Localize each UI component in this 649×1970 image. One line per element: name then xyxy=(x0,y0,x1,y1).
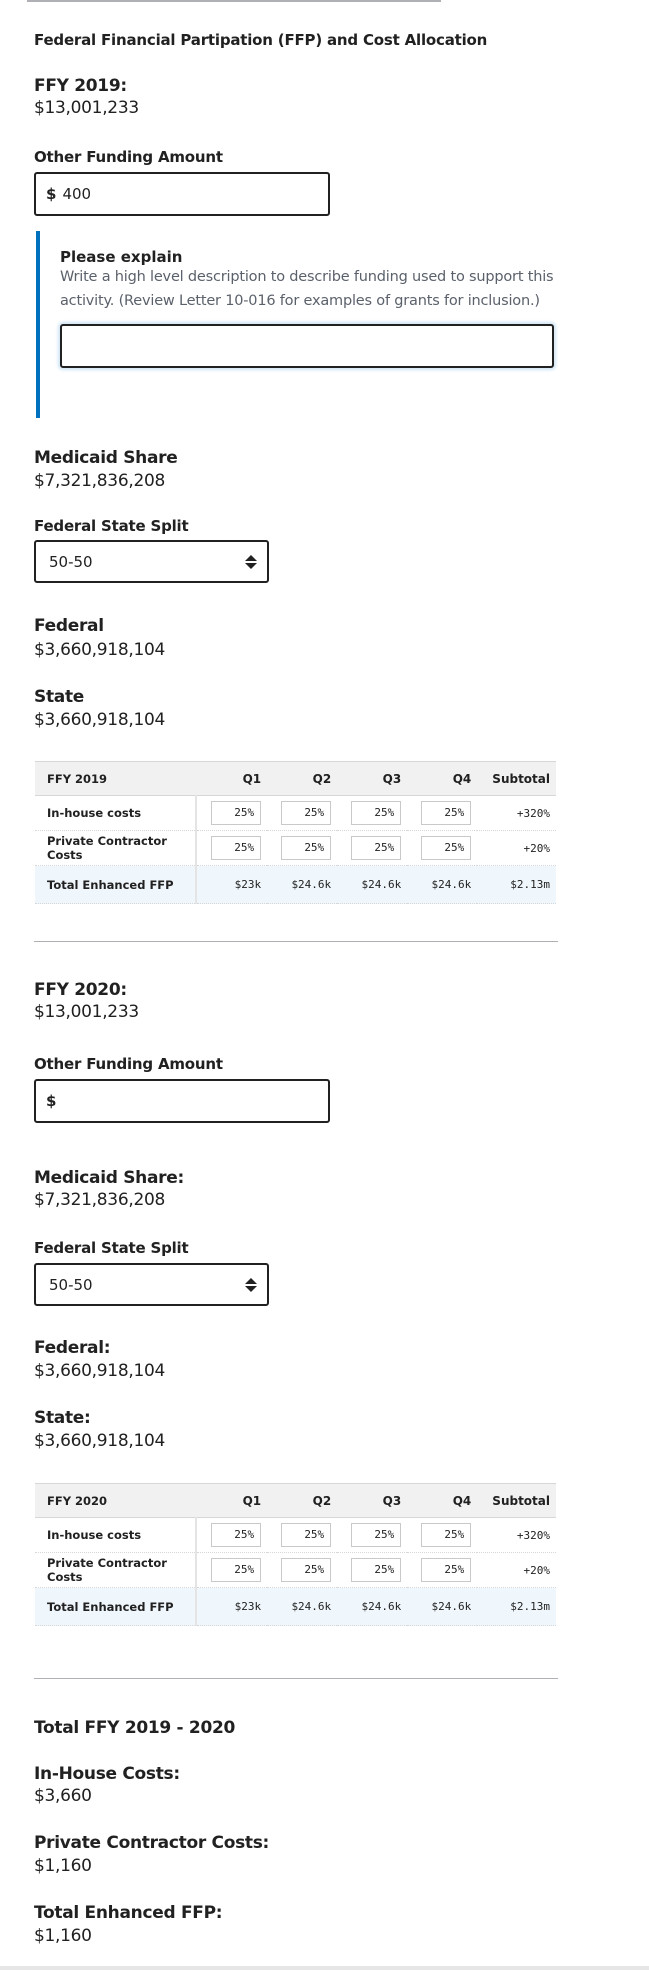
sort-arrows-icon xyxy=(245,1278,257,1292)
total-row xyxy=(35,1588,556,1626)
col-header-year: FFY 2020 xyxy=(35,1484,196,1518)
other-funding-label: Other Funding Amount xyxy=(34,1055,223,1073)
row-subtotal: +320% xyxy=(477,796,556,831)
table-header-row xyxy=(35,762,556,796)
divider xyxy=(34,941,558,942)
total-q2: $24.6k xyxy=(267,1588,337,1626)
ffy-2020-label: FFY 2020: xyxy=(34,980,127,1000)
split-value: 50-50 xyxy=(49,552,93,571)
other-funding-input-2020[interactable] xyxy=(34,1079,330,1123)
row-label: Private Contractor Costs xyxy=(35,1553,196,1588)
explain-label: Please explain xyxy=(60,248,183,266)
pct-input[interactable]: 25% xyxy=(211,1558,261,1582)
pct-input[interactable]: 25% xyxy=(351,801,401,825)
pct-input[interactable]: 25% xyxy=(421,801,471,825)
other-funding-value: 400 xyxy=(62,185,92,203)
col-header-q3: Q3 xyxy=(337,1484,407,1518)
bottom-divider xyxy=(0,1966,649,1970)
total-label: Total Enhanced FFP xyxy=(35,866,196,904)
state-value: $3,660,918,104 xyxy=(34,710,165,730)
total-q4: $24.6k xyxy=(407,1588,477,1626)
split-value: 50-50 xyxy=(49,1275,93,1294)
dollar-sign: $ xyxy=(46,1092,57,1110)
total-q4: $24.6k xyxy=(407,866,477,904)
col-header-q2: Q2 xyxy=(267,1484,337,1518)
table-row xyxy=(35,1518,556,1553)
total-q3: $24.6k xyxy=(337,866,407,904)
pct-input[interactable]: 25% xyxy=(211,836,261,860)
pct-input[interactable]: 25% xyxy=(211,801,261,825)
table-row xyxy=(35,831,556,866)
col-header-q3: Q3 xyxy=(337,762,407,796)
medicaid-share-label: Medicaid Share: xyxy=(34,1168,184,1188)
dollar-sign: $ xyxy=(46,185,57,203)
pct-input[interactable]: 25% xyxy=(211,1523,261,1547)
pct-input[interactable]: 25% xyxy=(421,1523,471,1547)
col-header-subtotal: Subtotal xyxy=(477,762,556,796)
federal-state-split-label: Federal State Split xyxy=(34,517,189,535)
total-subtotal: $2.13m xyxy=(477,866,556,904)
total-q2: $24.6k xyxy=(267,866,337,904)
inhouse-costs-label: In-House Costs: xyxy=(34,1764,180,1784)
row-label: In-house costs xyxy=(35,1518,196,1553)
pct-input[interactable]: 25% xyxy=(351,1558,401,1582)
table-row xyxy=(35,796,556,831)
pct-input[interactable]: 25% xyxy=(421,836,471,860)
medicaid-share-value: $7,321,836,208 xyxy=(34,471,165,491)
medicaid-share-label: Medicaid Share xyxy=(34,448,178,468)
row-subtotal: +20% xyxy=(477,1553,556,1588)
pct-input[interactable]: 25% xyxy=(351,836,401,860)
pct-input[interactable]: 25% xyxy=(421,1558,471,1582)
col-header-year: FFY 2019 xyxy=(35,762,196,796)
federal-value: $3,660,918,104 xyxy=(34,1361,165,1381)
col-header-q1: Q1 xyxy=(196,762,267,796)
federal-label: Federal xyxy=(34,616,104,636)
ffy-2019-value: $13,001,233 xyxy=(34,98,139,118)
table-header-row xyxy=(35,1484,556,1518)
federal-label: Federal: xyxy=(34,1338,111,1358)
medicaid-share-value: $7,321,836,208 xyxy=(34,1190,165,1210)
explain-panel xyxy=(36,231,556,418)
divider xyxy=(34,1678,558,1679)
state-value: $3,660,918,104 xyxy=(34,1431,165,1451)
enhanced-ffp-value: $1,160 xyxy=(34,1926,92,1946)
row-subtotal: +320% xyxy=(477,1518,556,1553)
totals-title: Total FFY 2019 - 2020 xyxy=(34,1718,236,1738)
contractor-costs-value: $1,160 xyxy=(34,1856,92,1876)
contractor-costs-label: Private Contractor Costs: xyxy=(34,1833,270,1853)
ffy-2020-value: $13,001,233 xyxy=(34,1002,139,1022)
col-header-subtotal: Subtotal xyxy=(477,1484,556,1518)
explain-hint: Write a high level description to describe funding used to support this activity. (Review Letter 10-016 for examples of grants for inclusion.) xyxy=(60,269,554,309)
federal-state-split-label: Federal State Split xyxy=(34,1239,189,1257)
ffp-table-2020 xyxy=(35,1483,556,1626)
state-label: State: xyxy=(34,1408,91,1428)
col-header-q2: Q2 xyxy=(267,762,337,796)
state-label: State xyxy=(34,687,84,707)
col-header-q4: Q4 xyxy=(407,762,477,796)
top-divider xyxy=(27,0,441,2)
total-label: Total Enhanced FFP xyxy=(35,1588,196,1626)
col-header-q4: Q4 xyxy=(407,1484,477,1518)
pct-input[interactable]: 25% xyxy=(351,1523,401,1547)
row-subtotal: +20% xyxy=(477,831,556,866)
ffy-2019-label: FFY 2019: xyxy=(34,76,127,96)
pct-input[interactable]: 25% xyxy=(281,1558,331,1582)
inhouse-costs-value: $3,660 xyxy=(34,1786,92,1806)
federal-value: $3,660,918,104 xyxy=(34,640,165,660)
federal-state-split-select-2020[interactable] xyxy=(34,1263,269,1306)
table-row xyxy=(35,1553,556,1588)
ffp-table-2019 xyxy=(35,761,556,904)
other-funding-label: Other Funding Amount xyxy=(34,148,223,166)
row-label: In-house costs xyxy=(35,796,196,831)
pct-input[interactable]: 25% xyxy=(281,1523,331,1547)
total-q1: $23k xyxy=(196,1588,267,1626)
sort-arrows-icon xyxy=(245,555,257,569)
col-header-q1: Q1 xyxy=(196,1484,267,1518)
pct-input[interactable]: 25% xyxy=(281,801,331,825)
federal-state-split-select-2019[interactable] xyxy=(34,540,269,583)
total-q1: $23k xyxy=(196,866,267,904)
explain-input[interactable] xyxy=(60,324,554,368)
section-title: Federal Financial Partipation (FFP) and Cost Allocation xyxy=(34,31,488,49)
row-label: Private Contractor Costs xyxy=(35,831,196,866)
pct-input[interactable]: 25% xyxy=(281,836,331,860)
enhanced-ffp-label: Total Enhanced FFP: xyxy=(34,1903,223,1923)
total-subtotal: $2.13m xyxy=(477,1588,556,1626)
total-row xyxy=(35,866,556,904)
total-q3: $24.6k xyxy=(337,1588,407,1626)
other-funding-input-2019[interactable] xyxy=(34,172,330,216)
